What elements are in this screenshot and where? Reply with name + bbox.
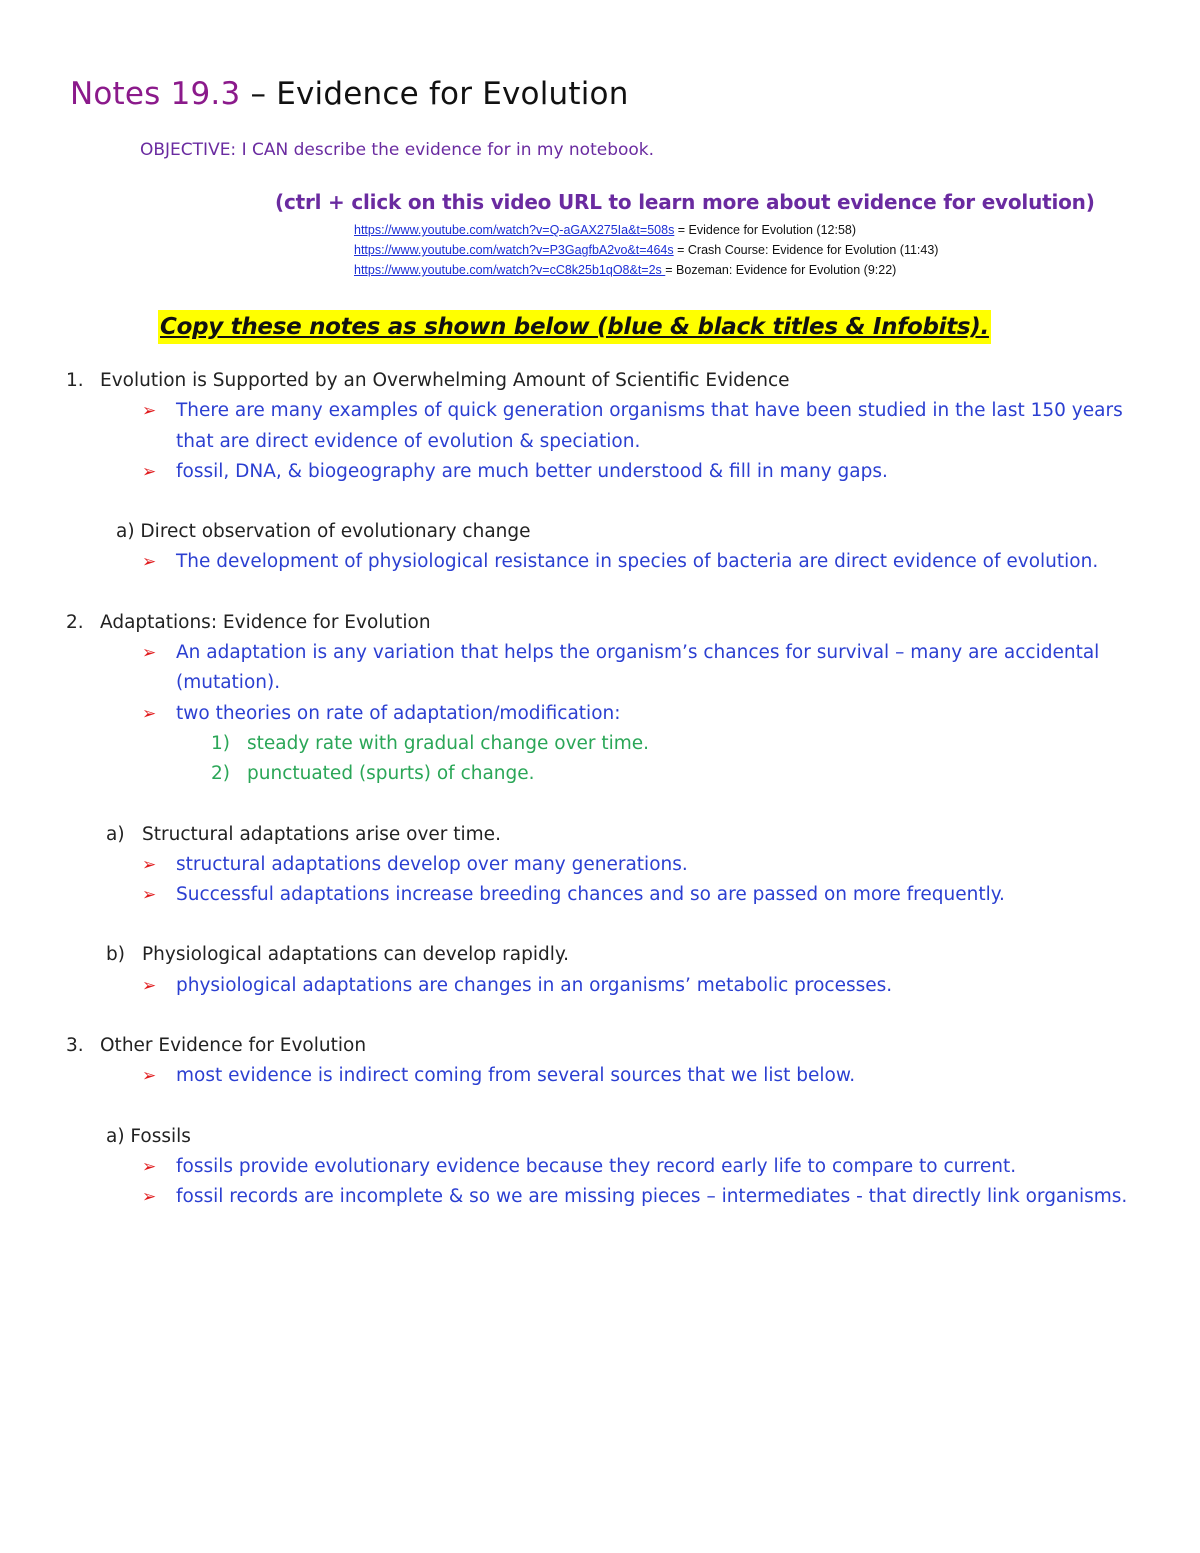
bullet: ➢ There are many examples of quick generation organisms that have been studied in the last 150 years that are direct evidence of evolution & speciation.	[66, 396, 1146, 457]
arrow-bullet-icon: ➢	[142, 1156, 157, 1177]
video-link-desc: = Bozeman: Evidence for Evolution (9:22)	[665, 263, 897, 277]
theory-item: 1) steady rate with gradual change over time.	[211, 732, 650, 754]
arrow-bullet-icon: ➢	[142, 854, 157, 875]
bullet: ➢ fossils provide evolutionary evidence because they record early life to compare to current.	[66, 1152, 1146, 1182]
section-3a-heading: a) Fossils	[106, 1125, 191, 1147]
video-link-desc: = Evidence for Evolution (12:58)	[674, 223, 857, 237]
notes-body	[66, 366, 1146, 1213]
video-link-row	[354, 220, 938, 240]
section-2b-heading: b) Physiological adaptations can develop rapidly.	[106, 944, 570, 966]
video-link-desc: = Crash Course: Evidence for Evolution (11:43)	[673, 243, 939, 257]
arrow-bullet-icon: ➢	[142, 401, 157, 422]
arrow-bullet-icon: ➢	[142, 1066, 157, 1087]
arrow-bullet-icon: ➢	[142, 643, 157, 664]
video-link[interactable]: https://www.youtube.com/watch?v=cC8k25b1qO8&t=2s	[354, 263, 666, 277]
section-1a-heading: a) Direct observation of evolutionary change	[116, 521, 531, 543]
video-link[interactable]: https://www.youtube.com/watch?v=Q-aGAX275Ia&t=508s	[354, 223, 675, 237]
arrow-bullet-icon: ➢	[142, 975, 157, 996]
bullet: ➢ The development of physiological resistance in species of bacteria are direct evidence of evolution.	[66, 547, 1146, 577]
bullet: ➢ fossil, DNA, & biogeography are much better understood & fill in many gaps.	[66, 457, 1146, 487]
copy-banner: Copy these notes as shown below (blue & black titles & Infobits).	[158, 310, 991, 344]
arrow-bullet-icon: ➢	[142, 461, 157, 482]
copy-banner-wrap	[158, 310, 991, 344]
objective-text: OBJECTIVE: I CAN describe the evidence for in my notebook.	[140, 140, 655, 160]
arrow-bullet-icon: ➢	[142, 885, 157, 906]
video-link-row	[354, 240, 938, 260]
theory-item: 2) punctuated (spurts) of change.	[211, 763, 535, 785]
section-1-heading: 1. Evolution is Supported by an Overwhelming Amount of Scientific Evidence	[66, 370, 790, 391]
title-number: Notes 19.3	[70, 76, 241, 112]
bullet: ➢ two theories on rate of adaptation/modification:	[66, 699, 1146, 729]
arrow-bullet-icon: ➢	[142, 1187, 157, 1208]
section-2a-heading: a) Structural adaptations arise over time.	[106, 823, 501, 845]
bullet: ➢ fossil records are incomplete & so we are missing pieces – intermediates - that directly link organisms.	[66, 1182, 1146, 1212]
arrow-bullet-icon: ➢	[142, 703, 157, 724]
bullet: ➢ structural adaptations develop over many generations.	[66, 850, 1146, 880]
bullet: ➢ most evidence is indirect coming from several sources that we list below.	[66, 1061, 1146, 1091]
bullet: ➢ Successful adaptations increase breeding chances and so are passed on more frequently.	[66, 880, 1146, 910]
page-title	[70, 76, 629, 112]
section-3-heading: 3. Other Evidence for Evolution	[66, 1035, 367, 1057]
video-heading: (ctrl + click on this video URL to learn more about evidence for evolution)	[275, 190, 1095, 214]
video-link[interactable]: https://www.youtube.com/watch?v=P3GagfbA2vo&t=464s	[354, 243, 674, 257]
video-link-row	[354, 260, 938, 280]
title-text: – Evidence for Evolution	[240, 76, 629, 112]
bullet: ➢ An adaptation is any variation that helps the organism’s chances for survival – many are accidental (mutation).	[66, 638, 1146, 699]
bullet: ➢ physiological adaptations are changes in an organisms’ metabolic processes.	[66, 971, 1146, 1001]
arrow-bullet-icon: ➢	[142, 552, 157, 573]
section-2-heading: 2. Adaptations: Evidence for Evolution	[66, 611, 431, 633]
video-links	[354, 220, 938, 280]
